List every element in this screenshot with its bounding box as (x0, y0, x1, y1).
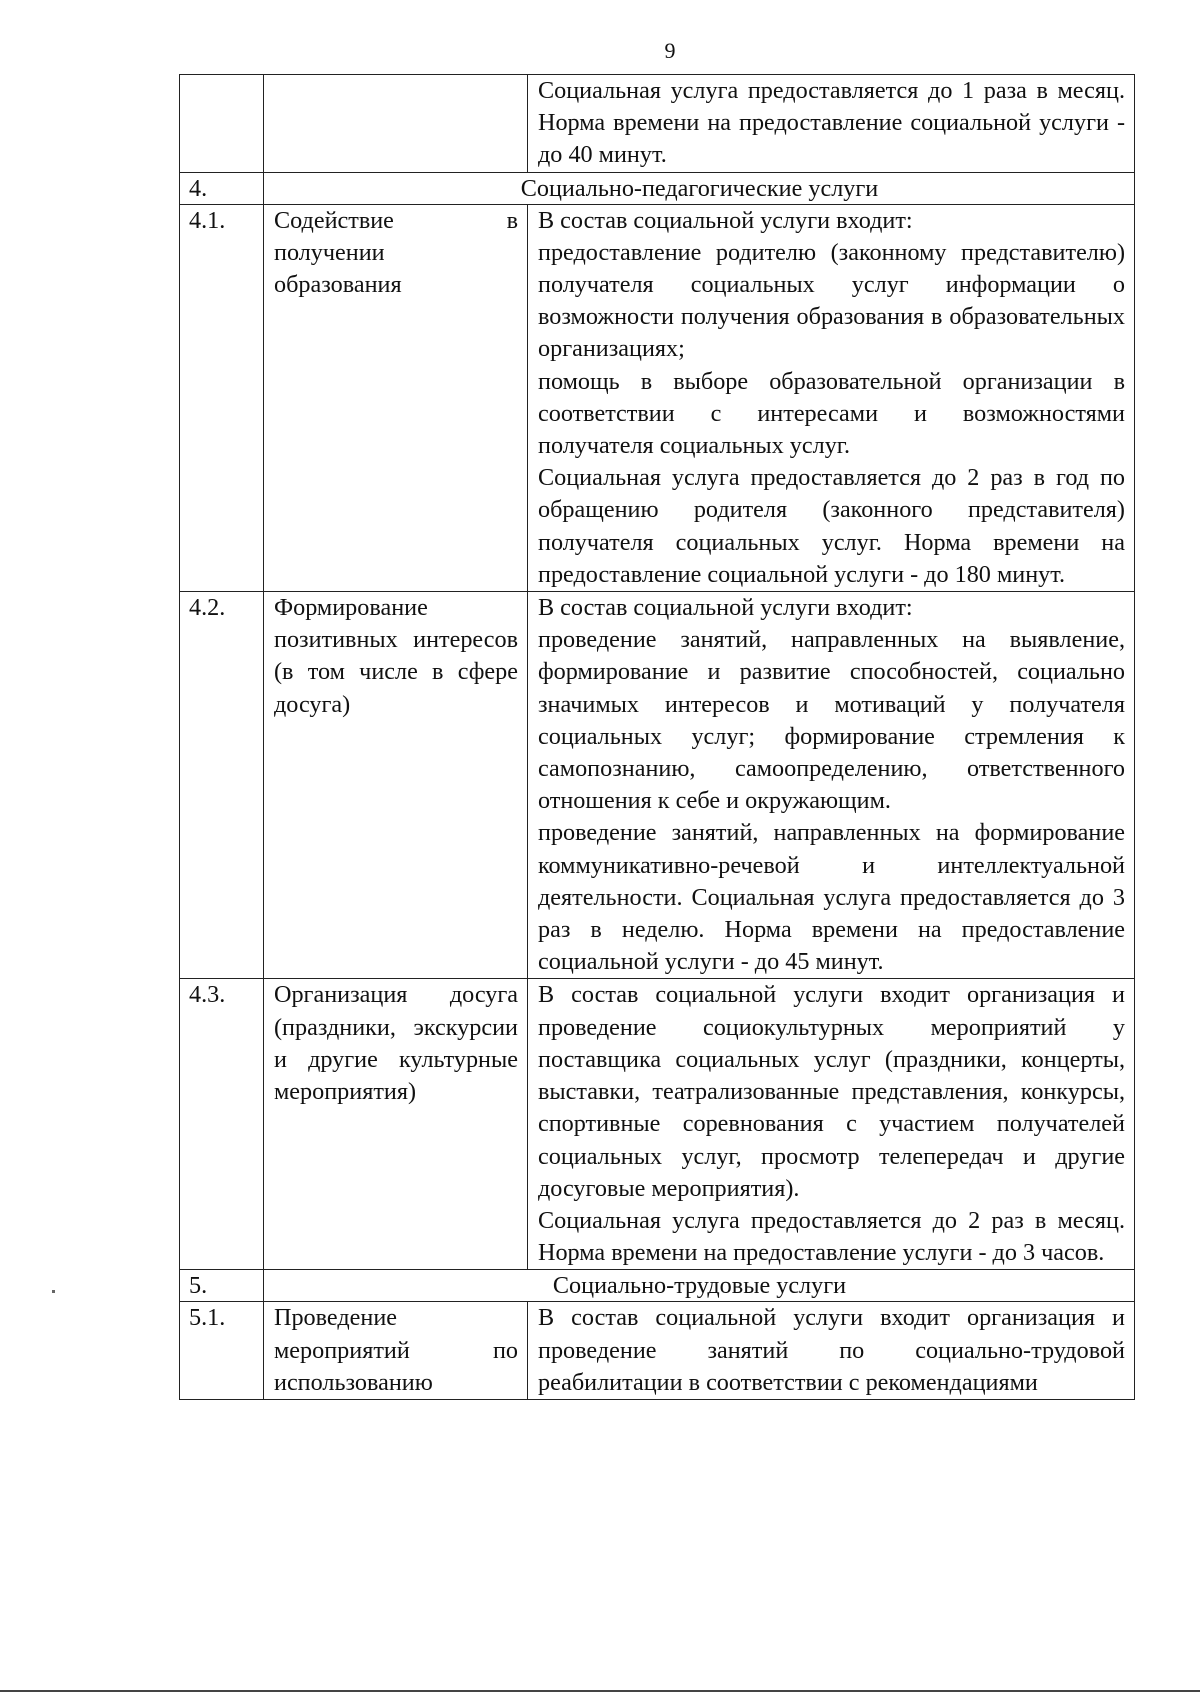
service-name (264, 75, 528, 173)
description-paragraph: проведение занятий, направленных на выявление, формирование и развитие способностей, социально значимых интересов и мотиваций у получателя социальных услуг; формирование стремления к самопознанию, самоопределению, ответственного отношения к себе и окружающим. (538, 626, 1125, 815)
row-number: 5.1. (180, 1302, 264, 1400)
service-name: Формирование позитивных интересов (в том числе в сфере досуга) (264, 592, 528, 979)
section-header-row (180, 1270, 1135, 1302)
scan-speck (52, 1290, 55, 1293)
service-name: Содействие в получении образования (264, 204, 528, 591)
service-description (528, 592, 1135, 979)
service-name: Проведение мероприятий по использованию (264, 1302, 528, 1400)
section-title: Социально-педагогические услуги (264, 172, 1135, 204)
table-row (180, 592, 1135, 979)
description-paragraph: Социальная услуга предоставляется до 1 раза в месяц. Норма времени на предоставление социальной услуги - до 40 минут. (538, 77, 1125, 169)
description-paragraph: Социальная услуга предоставляется до 2 раз в месяц. Норма времени на предоставление услуги - до 3 часов. (538, 1206, 1125, 1267)
service-description (528, 979, 1135, 1270)
section-number: 5. (180, 1270, 264, 1302)
row-number: 4.3. (180, 979, 264, 1270)
section-header-row (180, 172, 1135, 204)
page-number: 9 (664, 38, 676, 63)
service-name: Организация досуга (праздники, экскурсии и другие культурные мероприятия) (264, 979, 528, 1270)
description-paragraph: В состав социальной услуги входит: (538, 206, 913, 234)
description-paragraph: В состав социальной услуги входит организация и проведение занятий по социально-трудовой реабилитации в соответствии с рекомендациями (538, 1304, 1125, 1396)
services-table (179, 74, 1135, 1400)
section-title: Социально-трудовые услуги (264, 1270, 1135, 1302)
table-row (180, 1302, 1135, 1400)
description-paragraph: В состав социальной услуги входит: (538, 594, 913, 622)
description-paragraph: предоставление родителю (законному представителю) получателя социальных услуг информации о возможности получения образования в образовательных организациях; (538, 238, 1125, 363)
row-number (180, 75, 264, 173)
section-number: 4. (180, 172, 264, 204)
service-description (528, 204, 1135, 591)
row-number: 4.1. (180, 204, 264, 591)
table-row (180, 204, 1135, 591)
description-paragraph: Социальная услуга предоставляется до 2 раз в год по обращению родителя (законного представителя) получателя социальных услуг. Норма времени на предоставление социальной услуги - до 180 минут. (538, 464, 1125, 588)
description-paragraph: В состав социальной услуги входит организация и проведение социокультурных мероприятий у поставщика социальных услуг (праздники, концерты, выставки, театрализованные представления, конкурсы, спортивные соревнования с участием получателей социальных услуг, просмотр телепередач и другие досуговые мероприятия). (538, 981, 1125, 1202)
service-description (528, 75, 1135, 173)
row-number: 4.2. (180, 592, 264, 979)
description-paragraph: помощь в выборе образовательной организации в соответствии с интересами и возможностями получателя социальных услуг. (538, 367, 1125, 460)
page-bottom-edge (0, 1690, 1200, 1692)
table-row (180, 979, 1135, 1270)
table-row (180, 75, 1135, 173)
service-description (528, 1302, 1135, 1400)
description-paragraph: проведение занятий, направленных на формирование коммуникативно-речевой и интеллектуальной деятельности. Социальная услуга предоставляется до 3 раз в неделю. Норма времени на предоставление социальной услуги - до 45 минут. (538, 819, 1125, 976)
